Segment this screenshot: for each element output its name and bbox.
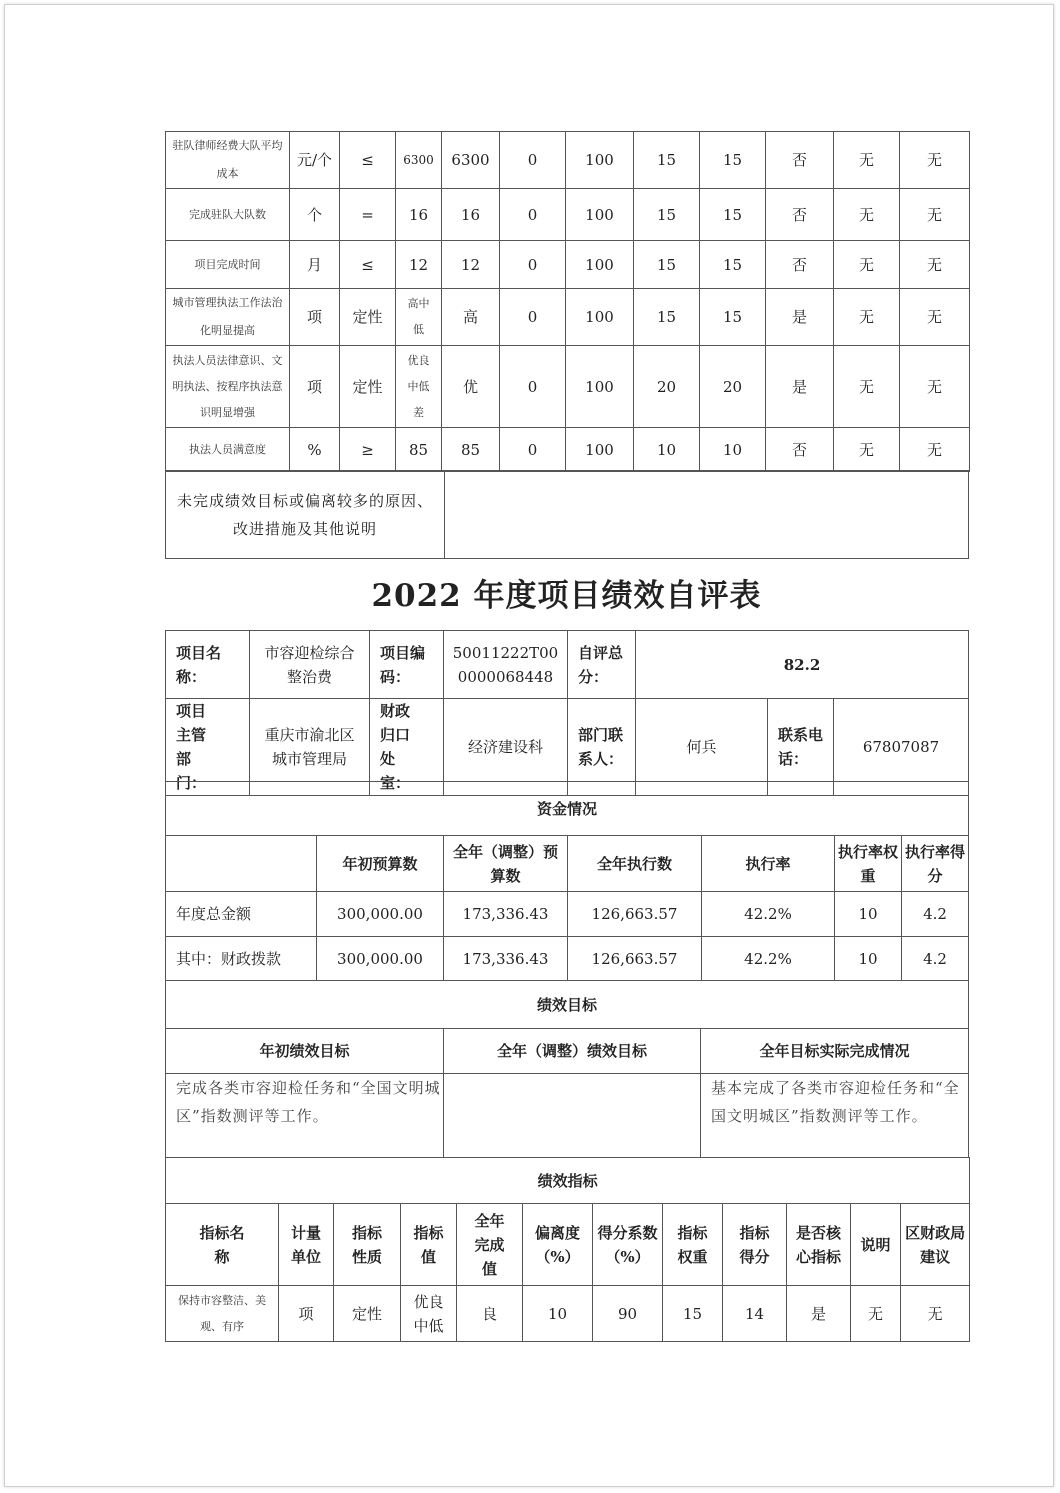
indicator-name: 执法人员满意度 [166,428,290,472]
column-header: 全年（调整）绩效目标 [444,1029,701,1074]
nature: ≤ [340,241,396,289]
column-header: 计量单位 [279,1204,334,1286]
nature: ≤ [340,132,396,189]
weight: 15 [634,189,700,241]
note: 无 [834,241,900,289]
indicator-name: 完成驻队大队数 [166,189,290,241]
advice: 无 [900,428,970,472]
funds-table [165,781,969,981]
column-header: 指标权重 [663,1204,723,1286]
weight: 15 [634,241,700,289]
nature: 定性 [340,346,396,428]
nature: 定性 [340,289,396,346]
score: 10 [700,428,766,472]
coefficient: 90 [593,1286,663,1342]
deviation: 0 [500,241,566,289]
funds-section-title: 资金情况 [166,782,969,836]
is-core: 否 [766,132,834,189]
advice: 无 [901,1286,970,1342]
goals-section-title: 绩效目标 [166,981,969,1029]
indicator-value: 85 [396,428,442,472]
column-header: 执行率权重 [835,836,902,892]
actual-value: 良 [457,1286,523,1342]
finance-label: 财政归口处室： [370,699,444,796]
column-header: 执行率 [702,836,835,892]
advice: 无 [900,241,970,289]
top-indicator-table [165,131,970,472]
coefficient: 100 [566,428,634,472]
project-name-label: 项目名称： [166,631,250,699]
weight: 20 [634,346,700,428]
rate-score: 4.2 [902,937,969,981]
score: 15 [700,132,766,189]
unit: 元/个 [290,132,340,189]
rate-weight: 10 [835,892,902,937]
phone-label: 联系电话： [768,699,834,796]
page-title: 2022 年度项目绩效自评表 [371,578,762,614]
self-score: 82.2 [636,631,969,699]
coefficient: 100 [566,241,634,289]
contact-label: 部门联系人： [568,699,636,796]
execution-rate: 42.2% [702,937,835,981]
actual-completion: 基本完成了各类市容迎检任务和“全国文明城区”指数测评等工作。 [701,1074,969,1158]
is-core: 是 [787,1286,851,1342]
is-core: 否 [766,189,834,241]
deviation: 0 [500,289,566,346]
actual-value: 85 [442,428,500,472]
actual-value: 优 [442,346,500,428]
note: 无 [834,428,900,472]
initial-budget: 300,000.00 [317,937,444,981]
advice: 无 [900,189,970,241]
indicators-table [165,1157,970,1342]
deviation: 0 [500,346,566,428]
column-header: 指标性质 [334,1204,401,1286]
reason-table [165,470,969,559]
deviation: 0 [500,428,566,472]
nature: ≥ [340,428,396,472]
executed-amount: 126,663.57 [568,937,702,981]
column-header: 全年目标实际完成情况 [701,1029,969,1074]
column-header: 执行率得分 [902,836,969,892]
weight: 15 [634,289,700,346]
column-header: 说明 [851,1204,901,1286]
is-core: 是 [766,346,834,428]
actual-value: 16 [442,189,500,241]
note: 无 [834,289,900,346]
table-header-row [166,1029,969,1074]
is-core: 是 [766,289,834,346]
table-row [166,346,970,428]
column-header: 年初预算数 [317,836,444,892]
column-header: 得分系数（%） [593,1204,663,1286]
unit: 项 [279,1286,334,1342]
score: 15 [700,189,766,241]
row-label: 其中：财政拨款 [166,937,317,981]
unit: 项 [290,346,340,428]
score: 15 [700,241,766,289]
table-header-row [166,1204,970,1286]
executed-amount: 126,663.57 [568,892,702,937]
row-label: 年度总金额 [166,892,317,937]
coefficient: 100 [566,189,634,241]
initial-goal: 完成各类市容迎检任务和“全国文明城区”指数测评等工作。 [166,1074,444,1158]
advice: 无 [900,289,970,346]
coefficient: 100 [566,132,634,189]
score: 14 [723,1286,787,1342]
column-header: 偏离度（%） [523,1204,593,1286]
unit: % [290,428,340,472]
indicator-name: 项目完成时间 [166,241,290,289]
actual-value: 高 [442,289,500,346]
finance-office: 经济建设科 [444,699,568,796]
table-row [166,892,969,937]
phone-number: 67807087 [834,699,969,796]
indicator-name: 执法人员法律意识、文明执法、按程序执法意识明显增强 [166,346,290,428]
initial-budget: 300,000.00 [317,892,444,937]
weight: 15 [663,1286,723,1342]
unit: 月 [290,241,340,289]
table-row [166,937,969,981]
column-header: 指标得分 [723,1204,787,1286]
deviation: 0 [500,189,566,241]
project-code-label: 项目编码： [370,631,444,699]
unit: 项 [290,289,340,346]
column-header: 全年完成值 [457,1204,523,1286]
column-header: 全年执行数 [568,836,702,892]
project-code: 50011222T000000068448 [444,631,568,699]
self-score-label: 自评总分： [568,631,636,699]
advice: 无 [900,132,970,189]
column-header: 指标名称 [166,1204,279,1286]
score: 20 [700,346,766,428]
indicator-name: 驻队律师经费大队平均成本 [166,132,290,189]
dept: 重庆市渝北区城市管理局 [250,699,370,796]
table-row [166,241,970,289]
indicator-value: 16 [396,189,442,241]
table-row [166,1074,969,1158]
adjusted-goal [444,1074,701,1158]
dept-label: 项目主管部门： [166,699,250,796]
indicator-value: 12 [396,241,442,289]
indicator-value: 优良中低差 [396,346,442,428]
adjusted-budget: 173,336.43 [444,937,568,981]
advice: 无 [900,346,970,428]
column-header: 是否核心指标 [787,1204,851,1286]
reason-label: 未完成绩效目标或偏离较多的原因、改进措施及其他说明 [166,471,445,559]
is-core: 否 [766,241,834,289]
indicator-value: 高中低 [396,289,442,346]
note: 无 [834,189,900,241]
nature: = [340,189,396,241]
empty-header-cell [166,836,317,892]
goals-table [165,980,969,1158]
unit: 个 [290,189,340,241]
column-header: 全年（调整）预算数 [444,836,568,892]
table-row [166,1286,970,1342]
column-header: 区财政局建议 [901,1204,970,1286]
table-header-row [166,836,969,892]
table-row [166,132,970,189]
rate-weight: 10 [835,937,902,981]
table-row [166,631,969,699]
indicator-name: 保持市容整洁、美观、有序 [166,1286,279,1342]
nature: 定性 [334,1286,401,1342]
note: 无 [834,132,900,189]
note: 无 [834,346,900,428]
actual-value: 6300 [442,132,500,189]
indicators-section-title: 绩效指标 [166,1158,970,1204]
table-row [166,428,970,472]
indicator-value: 优良中低 [401,1286,457,1342]
coefficient: 100 [566,289,634,346]
indicator-name: 城市管理执法工作法治化明显提高 [166,289,290,346]
execution-rate: 42.2% [702,892,835,937]
project-info-table [165,630,969,796]
weight: 15 [634,132,700,189]
rate-score: 4.2 [902,892,969,937]
weight: 10 [634,428,700,472]
reason-value [445,471,969,559]
column-header: 指标值 [401,1204,457,1286]
column-header: 年初绩效目标 [166,1029,444,1074]
is-core: 否 [766,428,834,472]
table-row [166,289,970,346]
note: 无 [851,1286,901,1342]
score: 15 [700,289,766,346]
adjusted-budget: 173,336.43 [444,892,568,937]
coefficient: 100 [566,346,634,428]
actual-value: 12 [442,241,500,289]
project-name: 市容迎检综合整治费 [250,631,370,699]
deviation: 0 [500,132,566,189]
contact-person: 何兵 [636,699,768,796]
deviation: 10 [523,1286,593,1342]
indicator-value: 6300 [396,132,442,189]
table-row [166,189,970,241]
